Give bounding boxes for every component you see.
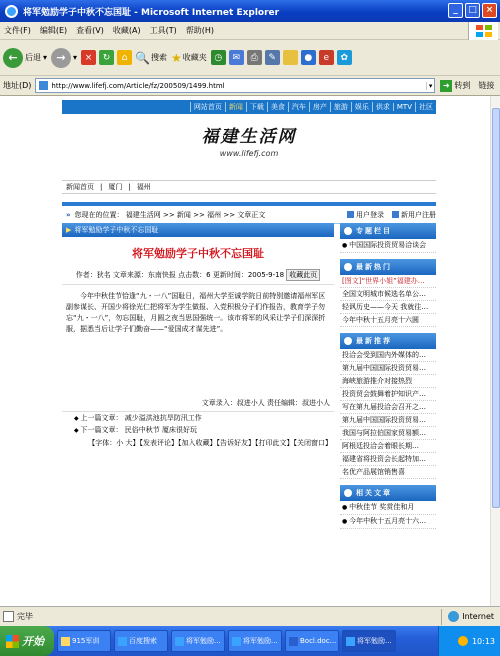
ie-icon [346,637,355,646]
window-titlebar [0,0,500,22]
plugin-icon[interactable]: e [319,50,334,65]
topnav-community[interactable]: 社区 [415,102,436,112]
go-arrow-icon: ➜ [440,80,452,92]
windows-logo-icon [468,22,498,40]
star-icon: ★ [170,50,182,65]
related-box [340,485,436,529]
logo-url: www.lifefj.com [219,149,279,158]
messenger-icon[interactable]: ● [301,50,316,65]
edit-icon[interactable]: ✎ [265,50,280,65]
menu-bar [0,22,500,40]
web-viewport [0,96,490,606]
hot-item[interactable]: 轻讽历史——今天 我就往… [340,301,436,314]
address-dropdown-icon[interactable]: ▾ [426,82,435,90]
taskbar-item[interactable]: 将军勉励... [228,630,282,652]
links-button[interactable]: 链接 [478,81,495,90]
windows-flag-icon [6,635,19,648]
stop-icon[interactable]: × [81,50,96,65]
mail-icon[interactable]: ✉ [229,50,244,65]
forward-button[interactable]: → ▾ [51,48,77,68]
topic-item[interactable]: ● 中国国际投资贸易洽谈会 [340,239,436,253]
taskbar [0,626,500,656]
msn-icon[interactable]: ✿ [337,50,352,65]
menu-help[interactable]: 帮助(H) [185,26,214,35]
address-bar [0,76,500,96]
page-icon [39,81,48,90]
address-url: http://www.lifefj.com/Article/fz/200509/1499.html [51,81,225,90]
address-label: 地址(D) [3,81,32,90]
ie-icon [232,637,241,646]
tray-icon[interactable] [458,636,468,646]
taskbar-item[interactable]: Bocl.doc... [285,630,339,652]
prev-article-link[interactable]: ◆ 上一篇文章： 减少溢洪池抗旱防汛工作 [62,412,334,424]
news-subnav: 新闻首页 | 厦门 | 福州 [62,180,436,194]
taskbar-item[interactable]: 915军训 [57,630,111,652]
breadcrumb-arrow-icon: » [66,210,71,219]
security-zone: Internet [441,609,500,625]
breadcrumb-text[interactable]: 您现在的位置： 福建生活网 >> 新闻 >> 福州 >> 文章正文 [74,210,266,219]
register-link[interactable]: 新用户注册 [392,210,436,220]
menu-favorites[interactable]: 收藏(A) [112,26,141,35]
site-logo[interactable] [62,114,436,168]
topnav-food[interactable]: 美食 [267,102,288,112]
hot-item[interactable]: 今年中秋十五月亮十六圆 [340,314,436,327]
menu-edit[interactable]: 编辑(E) [39,26,68,35]
recommend-item[interactable]: 第九届中国国际投资贸易… [340,362,436,375]
menu-view[interactable]: 查看(V) [76,26,104,35]
globe-icon [448,611,459,622]
vertical-scrollbar[interactable] [490,96,500,606]
taskbar-item[interactable]: 百度搜索 [114,630,168,652]
site-top-nav [62,100,436,114]
folder-icon [61,637,70,646]
hot-item[interactable]: 全国文明城市候选名单公… [340,288,436,301]
ie-icon [175,637,184,646]
taskbar-item[interactable]: 将军勉励... [171,630,225,652]
topics-head: 专题栏目 [340,223,436,239]
maximize-button[interactable]: □ [465,3,480,18]
home-icon[interactable]: ⌂ [117,50,132,65]
status-bar [0,606,500,626]
recommend-item[interactable]: 福建省将投资会长起特加… [340,453,436,466]
page-done-icon [3,611,14,622]
next-article-link[interactable]: ◆ 下一篇文章： 民俗中秋节 厦床很好玩 [62,424,334,436]
minimize-button[interactable]: _ [448,3,463,18]
topnav-car[interactable]: 汽车 [288,102,309,112]
related-item[interactable]: ● 中秋佳节 奖赏佳和月 [340,501,436,515]
topnav-travel[interactable]: 旅游 [330,102,351,112]
topnav-entertainment[interactable]: 娱乐 [351,102,372,112]
article-title: 将军勉励学子中秋不忘国耻 [132,247,264,260]
folder-icon[interactable] [283,50,298,65]
menu-file[interactable]: 文件(F) [4,26,31,35]
window-title: 将军勉励学子中秋不忘国耻 - Microsoft Internet Explorer [23,7,280,18]
ie-icon [118,637,127,646]
recommend-item[interactable]: 投资贸会鼓舞着护知识产… [340,388,436,401]
article-body: 今年中秋佳节恰逢“九・一八”国耻日，福州大学至诚学院日前特别邀请福州军区副参谋长、开国少将徐光仁把将军为学生做报、入党积极分子们作报告，教育学子勿忘“九・一八”，勿忘国耻，月圆之夜当思国强统一。该市将军的风采让学子们深深折服，据悉当后让学子们勤奋——“爱国成才谋先进”。 [66,292,326,333]
ie-icon [5,5,18,18]
hot-head: 最新热门 [340,259,436,275]
topics-box [340,223,436,253]
recommend-head: 最新推荐 [340,333,436,349]
back-arrow-icon: ← [3,48,23,68]
start-button[interactable]: 开始 [0,626,54,656]
status-text: 完毕 [17,612,33,621]
sidebar [340,223,436,535]
recommend-item[interactable]: 投洽会受到国内外媒体的… [340,349,436,362]
clock: 10:13 [471,636,495,646]
subnav-news-home[interactable]: 新闻首页 [66,183,94,191]
menu-tools[interactable]: 工具(T) [149,26,177,35]
article-section-head: ▶ 将军勉励学子中秋不忘国耻 [62,223,334,237]
favorites-button[interactable]: ★ 收藏夹 [170,50,207,65]
history-icon[interactable]: ◷ [211,50,226,65]
back-button[interactable]: ← 后退 ▾ [3,48,47,68]
subnav-fuzhou[interactable]: 福州 [136,183,151,191]
print-icon[interactable]: ⎙ [247,50,262,65]
subnav-xiamen[interactable]: 厦门 [108,183,123,191]
word-icon [289,637,298,646]
user-login-link[interactable]: 用户登录 [347,210,384,220]
hot-box [340,259,436,327]
topnav-news[interactable]: 新闻 [225,102,246,112]
article-tools[interactable]: 【字体：小 大】【发表评论】【加入收藏】【告诉好友】【打印此文】【关闭窗口】 [88,439,332,447]
toolbar [0,40,500,76]
topnav-supply[interactable]: 供求 [372,102,393,112]
system-tray [438,626,500,656]
recommend-item[interactable]: 阿根廷投洽会着眼长期… [340,440,436,453]
topnav-download[interactable]: 下载 [246,102,267,112]
address-input[interactable] [35,78,435,93]
search-icon: 🔍 [135,50,150,65]
recommend-item[interactable]: 名优产品展馆销售喜 [340,466,436,479]
related-item[interactable]: ● 今年中秋十五月亮十六… [340,515,436,529]
recommend-item[interactable]: 海峡旅游推介对接热烈 [340,375,436,388]
recommend-item[interactable]: 第九届中国国际投资贸易… [340,414,436,427]
scrollbar-thumb[interactable] [492,108,500,508]
article-footer [62,398,334,448]
topnav-home[interactable]: 网站首页 [190,102,225,112]
logo-title: 福建生活网 [201,127,297,147]
taskbar-item-active[interactable]: 将军勉励... [342,630,396,652]
article-recorder: 文章录入：叔进小人 责任编辑：叔进小人 [62,398,334,412]
hot-item[interactable]: [图文]“世界小姐”福建办… [340,275,436,288]
web-page [62,96,436,525]
search-button[interactable]: 🔍 搜索 [135,50,167,65]
article-meta: 作者：狄名 文章来源：东南快报 点击数：6 更新时间：2005-9-18 收藏此页 [62,269,334,285]
bookmark-page-button[interactable]: 收藏此页 [286,269,320,281]
breadcrumb [62,206,436,224]
arrow-icon: ▶ [66,226,72,234]
topnav-house[interactable]: 房产 [309,102,330,112]
recommend-item[interactable]: 写在第九届投洽会召开之… [340,401,436,414]
topnav-mtv[interactable]: MTV [393,103,415,111]
related-head: 相关文章 [340,485,436,501]
article-column [62,223,334,341]
recommend-box [340,333,436,479]
forward-arrow-icon: → [51,48,71,68]
close-button[interactable]: × [482,3,497,18]
refresh-icon[interactable]: ↻ [99,50,114,65]
go-button[interactable]: ➜ 转到 [440,80,470,92]
recommend-item[interactable]: 我国与阿拉伯国家贸易额… [340,427,436,440]
